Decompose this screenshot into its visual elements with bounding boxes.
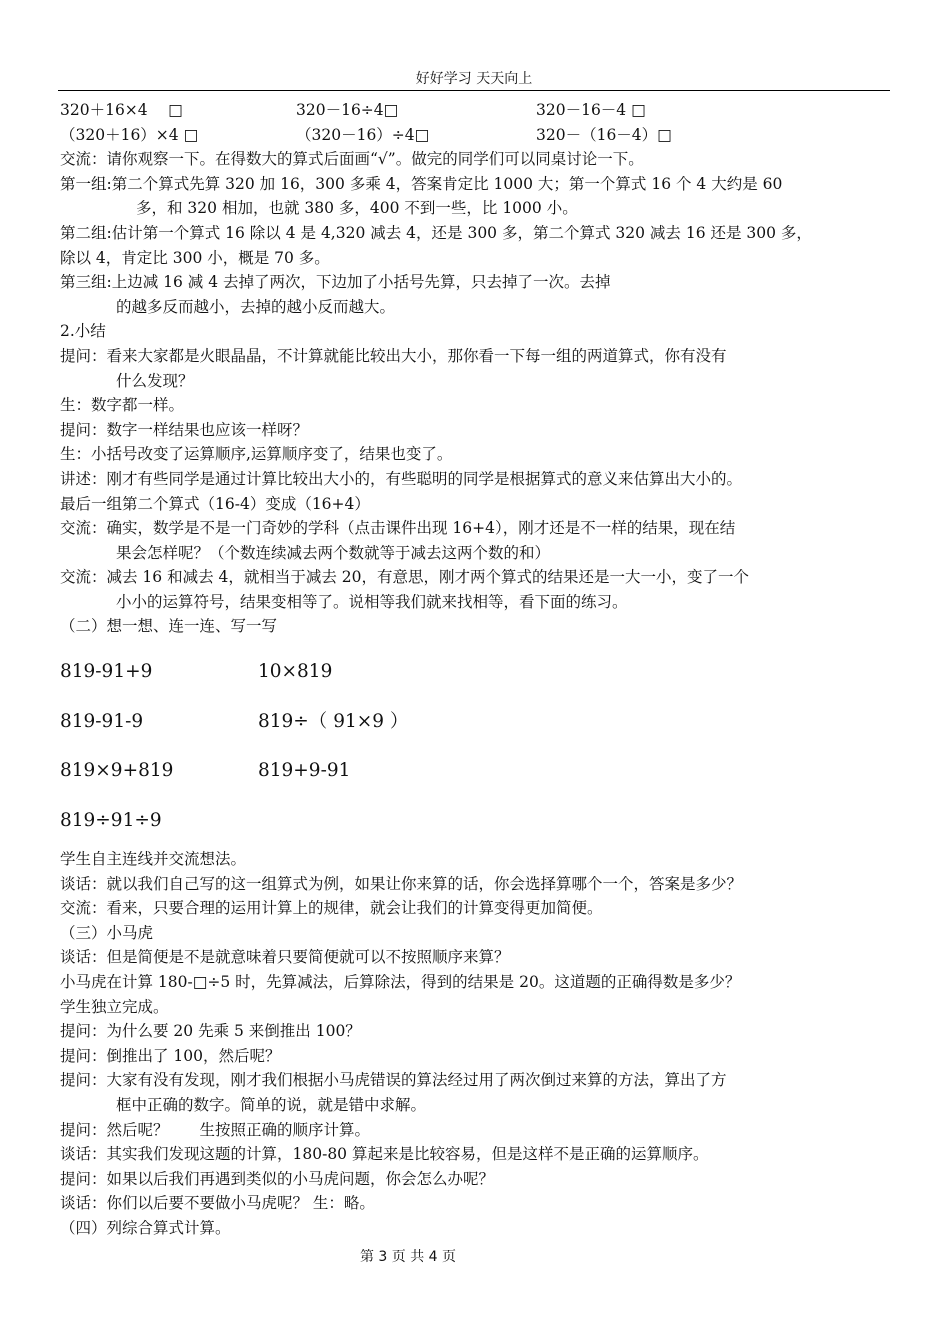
header-divider xyxy=(58,90,890,91)
exercise-row xyxy=(60,697,900,747)
section-heading: （四）列综合算式计算。 xyxy=(60,1218,231,1237)
page-header: 好好学习 天天向上 xyxy=(415,71,533,87)
section-heading: （二）想一想、连一连、写一写 xyxy=(60,617,278,636)
expression: 819÷（ 91×9 ） xyxy=(258,710,409,732)
expression: 819×9+819 xyxy=(60,760,174,782)
paragraph-line: 交流：确实，数学是不是一门奇妙的学科（点击课件出现 16+4），刚才还是不一样的结果，现在结 xyxy=(60,519,736,538)
expression: （320－16）÷4□ xyxy=(296,125,430,144)
paragraph-line: 第一组:第二个算式先算 320 加 16，300 多乘 4，答案肯定比 1000 大；第一个算式 16 个 4 大约是 60 xyxy=(60,174,783,193)
paragraph-line: 学生独立完成。 xyxy=(60,997,169,1016)
paragraph-line: 什么发现？ xyxy=(116,371,194,390)
expression: 320－16÷4□ xyxy=(296,101,399,119)
paragraph-line: 除以 4，肯定比 300 小，概是 70 多。 xyxy=(60,248,330,267)
expression: 819-91+9 xyxy=(60,661,153,683)
expression: 320－（16－4）□ xyxy=(536,125,672,144)
paragraph-line: 谈话：但是简便是不是就意味着只要简便就可以不按照顺序来算？ xyxy=(60,948,510,967)
exercise-row xyxy=(60,796,900,846)
paragraph-line: 提问：然后呢？ 生按照正确的顺序计算。 xyxy=(60,1120,371,1139)
paragraph-line: 交流：看来，只要合理的运用计算上的规律，就会让我们的计算变得更加简便。 xyxy=(60,899,603,918)
paragraph-line: 第三组:上边减 16 减 4 去掉了两次，下边加了小括号先算，只去掉了一次。去掉 xyxy=(60,273,611,292)
exercise-row xyxy=(60,746,900,796)
paragraph-line: 小马虎在计算 180-□÷5 时，先算减法，后算除法，得到的结果是 20。这道题的正确得数是多少？ xyxy=(60,973,741,992)
paragraph-line: 第二组:估计第一个算式 16 除以 4 是 4,320 减去 4，还是 300 多，第二个算式 320 减去 16 还是 300 多， xyxy=(60,223,812,242)
expression: 10×819 xyxy=(258,661,333,683)
section-heading: （三）小马虎 xyxy=(60,923,154,942)
paragraph-line: 提问：如果以后我们再遇到类似的小马虎问题，你会怎么办呢？ xyxy=(60,1169,495,1188)
paragraph-line: 提问：倒推出了 100，然后呢？ xyxy=(60,1046,281,1065)
expression: 320－16－4 □ xyxy=(536,101,646,119)
comparison-row-2 xyxy=(60,123,900,148)
paragraph-line: 最后一组第二个算式（16-4）变成（16+4） xyxy=(60,494,370,513)
comparison-row-1 xyxy=(60,98,900,123)
paragraph-line: 生：数字都一样。 xyxy=(60,396,185,415)
page-content xyxy=(60,98,900,1241)
paragraph-line: 学生自主连线并交流想法。 xyxy=(60,850,247,869)
paragraph-line: 谈话：就以我们自己写的这一组算式为例，如果让你来算的话，你会选择算哪个一个，答案是多少？ xyxy=(60,874,743,893)
paragraph-line: 交流：请你观察一下。在得数大的算式后面画“√”。做完的同学们可以同桌讨论一下。 xyxy=(60,150,644,169)
paragraph-line: 生：小括号改变了运算顺序,运算顺序变了，结果也变了。 xyxy=(60,445,453,464)
paragraph-line: 提问：数字一样结果也应该一样呀？ xyxy=(60,420,309,439)
paragraph-line: 提问：看来大家都是火眼晶晶，不计算就能比较出大小，那你看一下每一组的两道算式，你有没有 xyxy=(60,346,727,365)
expression: 320＋16×4 □ xyxy=(60,101,183,119)
paragraph-line: 谈话：其实我们发现这题的计算，180-80 算起来是比较容易，但是这样不是正确的运算顺序。 xyxy=(60,1145,709,1164)
expression: 819+9-91 xyxy=(258,760,351,782)
paragraph-line: 交流：减去 16 和减去 4，就相当于减去 20，有意思，刚才两个算式的结果还是一大一小，变了一个 xyxy=(60,568,750,587)
paragraph-line: 提问：大家有没有发现，刚才我们根据小马虎错误的算法经过用了两次倒过来算的方法，算出了方 xyxy=(60,1071,727,1090)
paragraph-line: 谈话：你们以后要不要做小马虎呢？ 生：略。 xyxy=(60,1194,375,1213)
expression: 819÷91÷9 xyxy=(60,809,162,831)
paragraph-line: 多，和 320 相加，也就 380 多，400 不到一些，比 1000 小。 xyxy=(136,199,578,218)
exercise-row xyxy=(60,647,900,697)
expression: 819-91-9 xyxy=(60,710,144,732)
page-footer: 第 3 页 共 4 页 xyxy=(359,1249,457,1265)
expression: （320＋16）×4 □ xyxy=(60,125,199,144)
paragraph-line: 提问：为什么要 20 先乘 5 来倒推出 100？ xyxy=(60,1022,361,1041)
paragraph-line: 框中正确的数字。简单的说，就是错中求解。 xyxy=(116,1096,427,1114)
paragraph-line: 讲述：刚才有些同学是通过计算比较出大小的，有些聪明的同学是根据算式的意义来估算出大小的。 xyxy=(60,469,743,488)
paragraph-line: 小小的运算符号，结果变相等了。说相等我们就来找相等，看下面的练习。 xyxy=(116,592,628,611)
paragraph-line: 果会怎样呢？（个数连续减去两个数就等于减去这两个数的和） xyxy=(116,543,551,562)
section-heading: 2.小结 xyxy=(60,322,106,341)
paragraph-line: 的越多反而越小，去掉的越小反而越大。 xyxy=(116,297,396,316)
